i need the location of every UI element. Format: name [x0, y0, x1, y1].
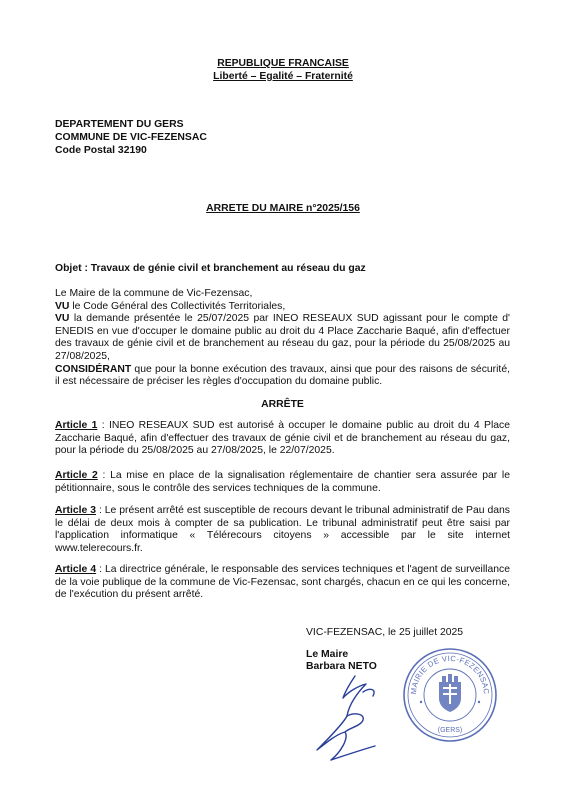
- article-text: : INEO RESEAUX SUD est autorisé à occuper le domaine public au droit du 4 Place Zaccharie Baqué, afin d'effectuer des travaux de génie civil et de branchement au réseau du gaz, pour la période du 25/08/2025 au 27/08/2025, le 22/07/2025.: [55, 420, 510, 457]
- article-label: Article 1: [55, 420, 98, 431]
- article-text: : La directrice générale, le responsable des services techniques et l'agent de surveillance de la voie publique de la commune de Vic-Fezensac, sont chargés, chacun en ce qui les concerne, de l'exécution du présent arrêté.: [55, 564, 510, 601]
- article-label: Article 2: [55, 470, 98, 481]
- article-label: Article 4: [55, 564, 97, 575]
- republic-heading: REPUBLIQUE FRANCAISE: [217, 58, 349, 69]
- republic-motto: Liberté – Egalité – Fraternité: [213, 71, 353, 82]
- article-label: Article 3: [55, 505, 97, 516]
- vu-code-general: [55, 301, 510, 314]
- stamp-top-text: MAIRIE DE VIC-FEZENSAC: [408, 653, 492, 695]
- article-text: : Le présent arrêté est susceptible de recours devant le tribunal administratif de Pau dans le délai de deux mois à compter de sa publication. Le tribunal administratif peut être saisi par l'application informatique « Télérecours citoyens » accessible par le site internet www.telerecours.fr.: [55, 505, 510, 554]
- vu-text: la demande présentée le 25/07/2025 par INEO RESEAUX SUD agissant pour le compte d' ENEDIS en vue d'occuper le domaine public au droit du 4 Place Zaccharie Baqué, afin d'effectuer des travaux de génie civil et de branchement au réseau du gaz, pour la période du 25/08/2025 au 27/08/2025,: [55, 313, 510, 362]
- article-4: [55, 564, 510, 602]
- article-2: [55, 470, 510, 495]
- article-3: [55, 505, 510, 555]
- arrete-heading: ARRÊTE: [261, 399, 304, 410]
- article-text: : La mise en place de la signalisation réglementaire de chantier sera assurée par le pétitionnaire, sous le contrôle des services techniques de la commune.: [55, 470, 510, 494]
- vu-text: le Code Général des Collectivités Territoriales,: [69, 300, 286, 312]
- mairie-stamp-seal: [401, 646, 499, 744]
- considerant: [55, 364, 510, 389]
- vu-label: VU: [55, 300, 70, 312]
- postal-code-line: Code Postal 32190: [55, 145, 147, 156]
- signatory-name: Barbara NETO: [306, 661, 377, 672]
- preamble-intro: Le Maire de la commune de Vic-Fezensac,: [55, 288, 253, 299]
- stamp-bottom-text: (GERS): [437, 727, 463, 734]
- department-line: DEPARTEMENT DU GERS: [55, 119, 184, 130]
- vu-demande: [55, 313, 510, 363]
- considerant-label: CONSIDÉRANT: [55, 363, 132, 375]
- preamble: [55, 288, 510, 389]
- considerant-text: que pour la bonne exécution des travaux, ainsi que pour des raisons de sécurité, il est nécessaire de préciser les règles d'occupation du domaine public.: [55, 363, 510, 388]
- commune-line: COMMUNE DE VIC-FEZENSAC: [55, 132, 207, 143]
- handwritten-signature: [303, 672, 403, 764]
- decree-title: ARRETE DU MAIRE n°2025/156: [206, 203, 360, 214]
- vu-label: VU: [55, 313, 70, 325]
- signatory-role: Le Maire: [306, 649, 349, 660]
- article-1: [55, 420, 510, 458]
- subject-line: Objet : Travaux de génie civil et branchement au réseau du gaz: [55, 263, 366, 274]
- place-date: VIC-FEZENSAC, le 25 juillet 2025: [306, 627, 464, 638]
